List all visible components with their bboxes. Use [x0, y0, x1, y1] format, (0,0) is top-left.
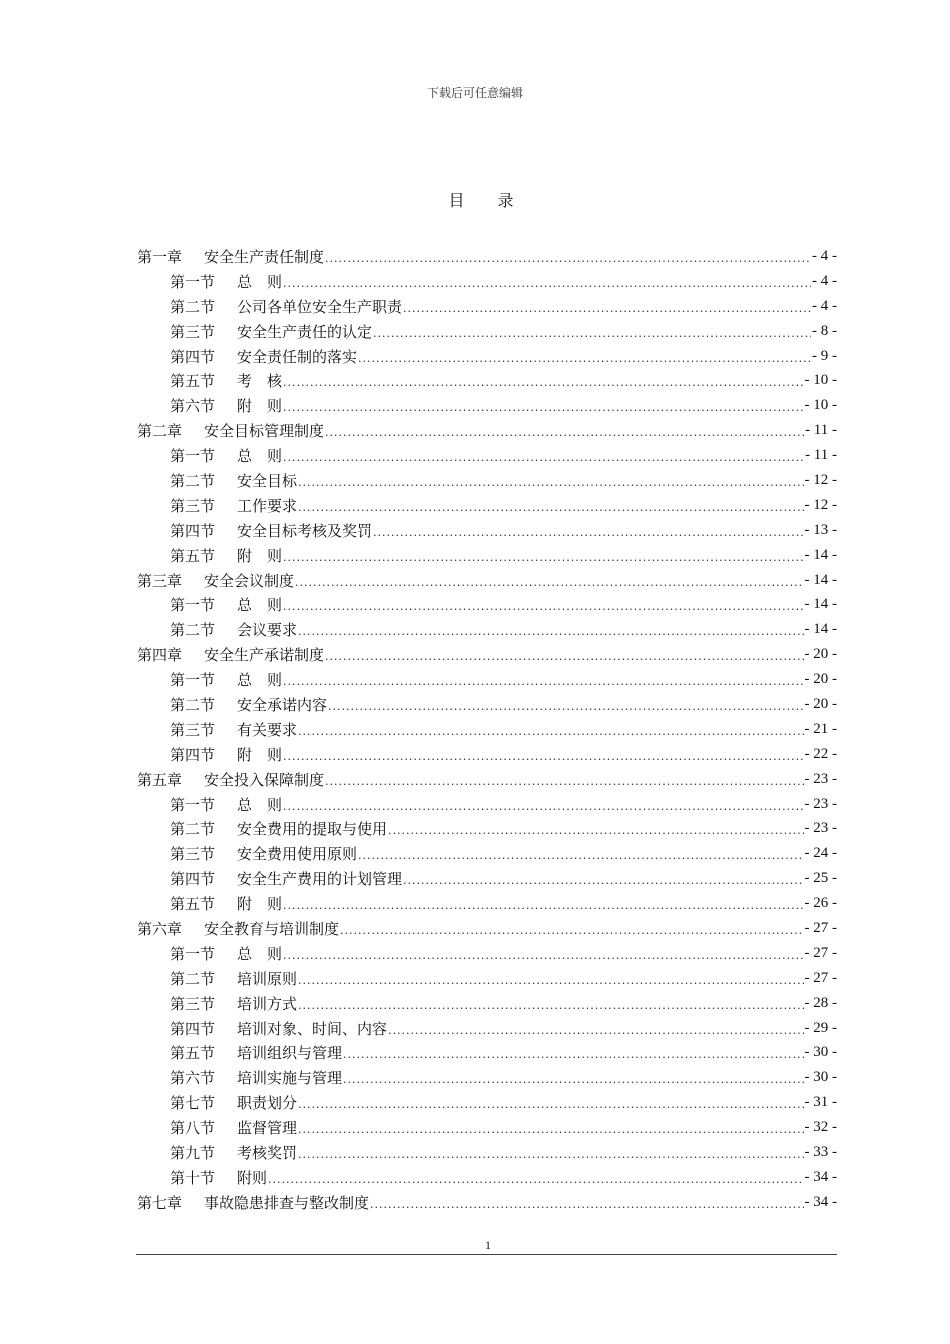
toc-entry-page: - 8 - — [812, 322, 837, 339]
toc-chapter-entry[interactable] — [137, 568, 837, 593]
toc-section-entry[interactable] — [137, 991, 837, 1016]
toc-section-entry[interactable] — [137, 792, 837, 817]
toc-dot-leader — [358, 849, 803, 862]
toc-section-entry[interactable] — [137, 344, 837, 369]
toc-entry-title: 安全承诺内容 — [237, 695, 328, 714]
toc-entry-title: 安全目标 — [237, 471, 298, 490]
toc-entry-title: 安全目标考核及奖罚 — [237, 521, 373, 540]
toc-entry-title: 安全生产责任制度 — [204, 247, 325, 266]
toc-entry-title: 附 则 — [237, 546, 283, 565]
toc-section-entry[interactable] — [137, 592, 837, 617]
toc-entry-label — [170, 893, 282, 914]
toc-entry-title: 考 核 — [237, 372, 283, 391]
toc-dot-leader — [283, 800, 803, 813]
toc-section-entry[interactable] — [137, 1041, 837, 1066]
toc-entry-label — [137, 644, 324, 665]
toc-dot-leader — [283, 675, 803, 688]
toc-chapter-entry[interactable] — [137, 642, 837, 667]
toc-entry-title: 总 则 — [237, 944, 283, 963]
toc-section-entry[interactable] — [137, 269, 837, 294]
toc-section-entry[interactable] — [137, 518, 837, 543]
toc-entry-number: 第四章 — [137, 646, 183, 665]
toc-entry-number: 第四节 — [170, 870, 216, 889]
toc-section-entry[interactable] — [137, 866, 837, 891]
toc-entry-page: - 23 - — [804, 795, 837, 812]
table-of-contents — [137, 244, 837, 1215]
toc-entry-page: - 11 - — [805, 447, 837, 464]
toc-entry-number: 第三节 — [170, 322, 216, 341]
toc-entry-title: 安全生产费用的计划管理 — [237, 870, 403, 889]
toc-section-entry[interactable] — [137, 443, 837, 468]
toc-entry-page: - 4 - — [812, 272, 837, 289]
toc-entry-number: 第一节 — [170, 944, 216, 963]
toc-entry-page: - 34 - — [804, 1193, 837, 1210]
toc-dot-leader — [358, 352, 811, 365]
toc-entry-number: 第二节 — [170, 471, 216, 490]
toc-entry-number: 第一节 — [170, 795, 216, 814]
toc-entry-title: 安全生产责任的认定 — [237, 322, 373, 341]
toc-section-entry[interactable] — [137, 717, 837, 742]
toc-dot-leader — [283, 551, 803, 564]
toc-entry-page: - 21 - — [804, 720, 837, 737]
toc-entry-number: 第二节 — [170, 820, 216, 839]
toc-entry-label — [170, 744, 282, 765]
toc-entry-number: 第一章 — [137, 247, 183, 266]
toc-entry-page: - 33 - — [804, 1144, 837, 1160]
toc-entry-label — [170, 321, 372, 342]
toc-chapter-entry[interactable] — [137, 767, 837, 792]
toc-entry-page: - 26 - — [804, 895, 837, 912]
toc-entry-label — [137, 420, 324, 441]
toc-dot-leader — [268, 1173, 803, 1186]
toc-entry-title: 安全生产承诺制度 — [204, 646, 325, 665]
toc-dot-leader — [325, 426, 804, 439]
toc-entry-label — [170, 1117, 297, 1138]
toc-entry-title: 总 则 — [237, 447, 283, 466]
toc-entry-title: 考核奖罚 — [237, 1144, 298, 1162]
toc-dot-leader — [373, 526, 803, 539]
toc-entry-page: - 20 - — [804, 671, 837, 688]
toc-entry-number: 第六节 — [170, 397, 216, 416]
toc-entry-page: - 31 - — [804, 1094, 837, 1111]
toc-section-entry[interactable] — [137, 468, 837, 493]
toc-section-entry[interactable] — [137, 493, 837, 518]
toc-entry-label — [137, 1192, 369, 1213]
toc-entry-title: 会议要求 — [237, 621, 298, 640]
toc-entry-title: 培训对象、时间、内容 — [237, 1019, 388, 1038]
toc-section-entry[interactable] — [137, 816, 837, 841]
toc-entry-label — [170, 1067, 342, 1088]
toc-dot-leader — [343, 1073, 803, 1086]
toc-dot-leader — [388, 824, 803, 837]
toc-entry-label — [170, 346, 357, 367]
toc-dot-leader — [298, 725, 803, 738]
toc-dot-leader — [283, 277, 811, 290]
toc-dot-leader — [403, 302, 811, 315]
toc-entry-label — [170, 719, 297, 740]
toc-entry-label — [170, 395, 282, 416]
toc-section-entry[interactable] — [137, 841, 837, 866]
page-header-note: 下载后可任意编辑 — [426, 86, 523, 100]
toc-entry-page: - 20 - — [804, 646, 837, 663]
toc-dot-leader — [295, 576, 803, 589]
toc-entry-page: - 9 - — [812, 347, 837, 364]
toc-entry-label — [170, 1018, 387, 1039]
toc-entry-page: - 22 - — [804, 745, 837, 762]
toc-dot-leader — [283, 401, 803, 414]
toc-entry-title: 安全费用的提取与使用 — [237, 820, 388, 839]
toc-entry-label — [170, 943, 282, 964]
toc-entry-label — [170, 868, 402, 889]
toc-section-entry[interactable] — [137, 1140, 837, 1165]
toc-entry-number: 第一节 — [170, 671, 216, 690]
toc-entry-label — [137, 769, 324, 790]
toc-entry-number: 第三节 — [170, 994, 216, 1013]
toc-entry-page: - 12 - — [804, 496, 837, 513]
toc-entry-number: 第八节 — [170, 1119, 216, 1138]
toc-entry-label — [170, 445, 282, 466]
toc-entry-label — [137, 918, 339, 939]
toc-section-entry[interactable] — [137, 891, 837, 916]
toc-entry-title: 安全教育与培训制度 — [204, 919, 340, 938]
toc-entry-number: 第五节 — [170, 895, 216, 914]
toc-dot-leader — [283, 750, 803, 763]
toc-entry-title: 安全会议制度 — [204, 571, 295, 590]
toc-section-entry[interactable] — [137, 1016, 837, 1041]
toc-dot-leader — [283, 899, 803, 912]
toc-entry-title: 有关要求 — [237, 720, 298, 739]
toc-entry-label — [170, 1142, 297, 1163]
toc-entry-number: 第二章 — [137, 422, 183, 441]
toc-entry-page: - 11 - — [805, 422, 837, 439]
toc-entry-label — [170, 1042, 342, 1063]
toc-section-entry[interactable] — [137, 1090, 837, 1115]
toc-entry-number: 第四节 — [170, 347, 216, 366]
toc-entry-label — [170, 1092, 297, 1113]
toc-entry-number: 第二节 — [170, 297, 216, 316]
toc-entry-page: - 4 - — [812, 247, 837, 264]
toc-section-entry[interactable] — [137, 1115, 837, 1140]
toc-entry-number: 第三节 — [170, 720, 216, 739]
toc-entry-number: 第五章 — [137, 770, 183, 789]
toc-dot-leader — [370, 1198, 803, 1211]
toc-entry-title: 监督管理 — [237, 1119, 298, 1138]
toc-entry-page: - 12 - — [804, 471, 837, 488]
toc-entry-number: 第三节 — [170, 496, 216, 515]
toc-entry-page: - 28 - — [804, 994, 837, 1011]
toc-dot-leader — [298, 625, 803, 638]
toc-section-entry[interactable] — [137, 692, 837, 717]
toc-entry-label — [170, 470, 297, 491]
toc-chapter-entry[interactable] — [137, 916, 837, 941]
toc-entry-title: 培训组织与管理 — [237, 1044, 343, 1063]
toc-dot-leader — [283, 376, 803, 389]
toc-dot-leader — [325, 252, 811, 265]
toc-dot-leader — [298, 501, 803, 514]
toc-entry-page: - 29 - — [804, 1019, 837, 1036]
toc-entry-title: 安全责任制的落实 — [237, 347, 358, 366]
toc-section-entry[interactable] — [137, 543, 837, 568]
toc-section-entry[interactable] — [137, 941, 837, 966]
toc-entry-label — [137, 246, 324, 267]
toc-section-entry[interactable] — [137, 617, 837, 642]
toc-entry-page: - 10 - — [804, 372, 837, 389]
toc-entry-label — [170, 619, 297, 640]
toc-entry-title: 总 则 — [237, 795, 283, 814]
toc-entry-number: 第七章 — [137, 1193, 183, 1212]
toc-entry-label — [170, 495, 297, 516]
toc-entry-number: 第九节 — [170, 1144, 216, 1162]
toc-entry-title: 事故隐患排查与整改制度 — [204, 1193, 370, 1212]
toc-entry-label — [170, 669, 282, 690]
toc-entry-page: - 34 - — [804, 1168, 837, 1185]
toc-entry-title: 附 则 — [237, 745, 283, 764]
toc-entry-number: 第二节 — [170, 969, 216, 988]
toc-section-entry[interactable] — [137, 742, 837, 767]
toc-entry-page: - 32 - — [804, 1119, 837, 1136]
toc-entry-page: - 25 - — [804, 870, 837, 887]
toc-dot-leader — [298, 476, 803, 489]
toc-dot-leader — [298, 1123, 803, 1136]
toc-entry-label — [170, 545, 282, 566]
toc-dot-leader — [283, 600, 803, 613]
toc-entry-title: 附 则 — [237, 895, 283, 914]
toc-entry-page: - 14 - — [804, 621, 837, 638]
toc-title: 目 录 — [448, 191, 528, 210]
footer-page-number: 1 — [485, 1238, 491, 1252]
toc-entry-page: - 20 - — [804, 695, 837, 712]
toc-dot-leader — [343, 1048, 803, 1061]
toc-chapter-entry[interactable] — [137, 244, 837, 269]
toc-entry-number: 第二节 — [170, 695, 216, 714]
toc-entry-number: 第十节 — [170, 1168, 216, 1187]
toc-entry-page: - 30 - — [804, 1069, 837, 1086]
toc-entry-number: 第五节 — [170, 546, 216, 565]
toc-entry-title: 培训方式 — [237, 994, 298, 1013]
toc-entry-number: 第七节 — [170, 1094, 216, 1113]
toc-entry-page: - 14 - — [804, 571, 837, 588]
toc-entry-title: 总 则 — [237, 272, 283, 291]
toc-dot-leader — [298, 999, 803, 1012]
toc-entry-page: - 30 - — [804, 1044, 837, 1061]
toc-chapter-entry[interactable] — [137, 1190, 837, 1215]
toc-dot-leader — [283, 949, 803, 962]
toc-entry-title: 安全投入保障制度 — [204, 770, 325, 789]
toc-entry-title: 总 则 — [237, 671, 283, 690]
toc-entry-label — [170, 818, 387, 839]
toc-section-entry[interactable] — [137, 294, 837, 319]
toc-entry-label — [170, 1167, 267, 1188]
toc-dot-leader — [325, 650, 803, 663]
toc-entry-title: 附 则 — [237, 397, 283, 416]
toc-dot-leader — [325, 775, 803, 788]
toc-entry-page: - 4 - — [812, 297, 837, 314]
toc-entry-number: 第三章 — [137, 571, 183, 590]
toc-entry-page: - 23 - — [804, 820, 837, 837]
toc-entry-title: 培训实施与管理 — [237, 1069, 343, 1088]
toc-dot-leader — [403, 874, 803, 887]
toc-entry-title: 工作要求 — [237, 496, 298, 515]
toc-entry-title: 职责划分 — [237, 1094, 298, 1113]
toc-dot-leader — [340, 924, 803, 937]
toc-section-entry[interactable] — [137, 966, 837, 991]
toc-entry-title: 公司各单位安全生产职责 — [237, 297, 403, 316]
toc-section-entry[interactable] — [137, 368, 837, 393]
toc-entry-number: 第二节 — [170, 621, 216, 640]
toc-entry-number: 第六节 — [170, 1069, 216, 1088]
toc-entry-title: 附则 — [237, 1168, 268, 1187]
toc-entry-label — [170, 993, 297, 1014]
toc-dot-leader — [373, 327, 811, 340]
toc-entry-page: - 13 - — [804, 521, 837, 538]
toc-section-entry[interactable] — [137, 1165, 837, 1190]
toc-entry-page: - 27 - — [804, 969, 837, 986]
toc-dot-leader — [388, 1024, 803, 1037]
toc-entry-number: 第五节 — [170, 1044, 216, 1063]
toc-dot-leader — [298, 974, 803, 987]
toc-entry-number: 第四节 — [170, 1019, 216, 1038]
toc-entry-number: 第一节 — [170, 596, 216, 615]
toc-entry-label — [170, 694, 327, 715]
toc-entry-number: 第四节 — [170, 745, 216, 764]
footer-rule — [136, 1254, 837, 1255]
toc-section-entry[interactable] — [137, 319, 837, 344]
toc-entry-page: - 14 - — [804, 546, 837, 563]
toc-entry-page: - 27 - — [804, 944, 837, 961]
toc-entry-label — [170, 794, 282, 815]
toc-entry-label — [170, 370, 282, 391]
toc-entry-label — [170, 271, 282, 292]
toc-entry-label — [170, 843, 357, 864]
toc-entry-number: 第三节 — [170, 845, 216, 864]
toc-entry-number: 第六章 — [137, 919, 183, 938]
toc-entry-label — [137, 570, 294, 591]
toc-entry-number: 第四节 — [170, 521, 216, 540]
toc-entry-label — [170, 968, 297, 989]
toc-entry-title: 总 则 — [237, 596, 283, 615]
toc-entry-number: 第一节 — [170, 272, 216, 291]
toc-entry-page: - 27 - — [804, 919, 837, 936]
toc-section-entry[interactable] — [137, 393, 837, 418]
toc-chapter-entry[interactable] — [137, 418, 837, 443]
toc-entry-number: 第一节 — [170, 447, 216, 466]
toc-entry-page: - 24 - — [804, 845, 837, 862]
toc-entry-title: 安全目标管理制度 — [204, 422, 325, 441]
toc-dot-leader — [298, 1148, 803, 1161]
toc-entry-title: 安全费用使用原则 — [237, 845, 358, 864]
toc-dot-leader — [328, 700, 803, 713]
toc-entry-label — [170, 296, 402, 317]
toc-entry-page: - 14 - — [804, 596, 837, 613]
toc-entry-page: - 23 - — [804, 770, 837, 787]
toc-entry-label — [170, 520, 372, 541]
toc-section-entry[interactable] — [137, 667, 837, 692]
toc-entry-number: 第五节 — [170, 372, 216, 391]
toc-entry-label — [170, 594, 282, 615]
toc-dot-leader — [283, 451, 804, 464]
toc-section-entry[interactable] — [137, 1065, 837, 1090]
toc-entry-title: 培训原则 — [237, 969, 298, 988]
toc-entry-page: - 10 - — [804, 397, 837, 414]
toc-dot-leader — [298, 1098, 803, 1111]
